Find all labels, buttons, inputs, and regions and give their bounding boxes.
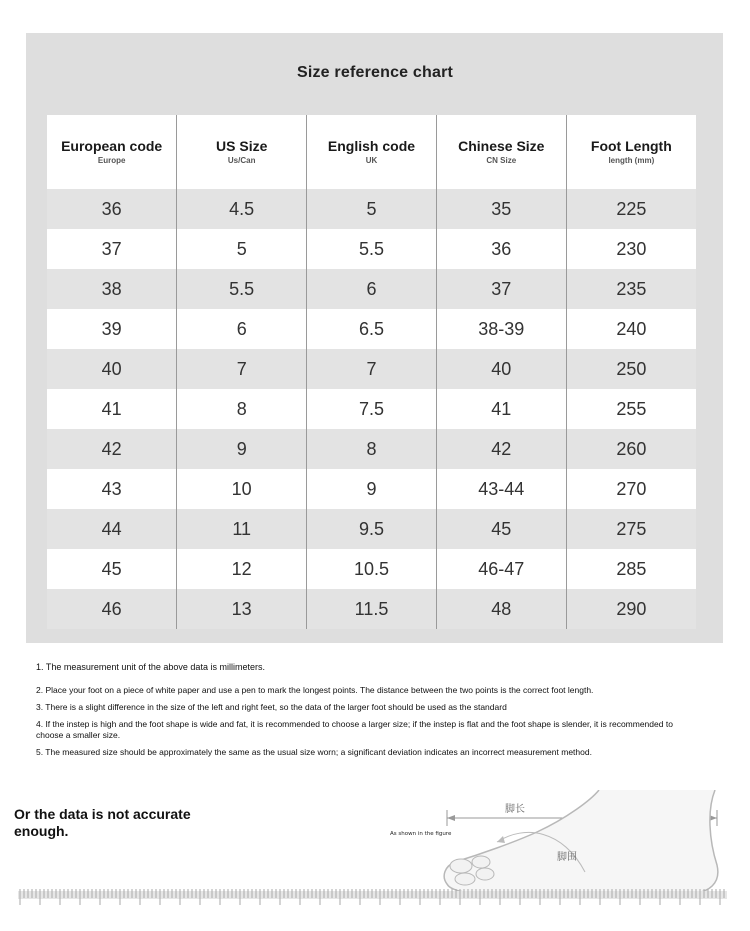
column-sublabel: length (mm) bbox=[608, 156, 655, 165]
table-cell: 275 bbox=[566, 509, 696, 549]
table-row bbox=[47, 429, 696, 469]
table-cell: 46 bbox=[47, 589, 177, 629]
table-cell: 5 bbox=[307, 189, 437, 229]
table-row bbox=[47, 189, 696, 229]
table-cell: 12 bbox=[177, 549, 307, 589]
table-cell: 5.5 bbox=[307, 229, 437, 269]
column-header-english bbox=[307, 115, 437, 189]
arrow-icon bbox=[497, 836, 505, 843]
table-cell: 37 bbox=[47, 229, 177, 269]
table-cell: 9 bbox=[177, 429, 307, 469]
table-cell: 45 bbox=[436, 509, 566, 549]
column-label: English code bbox=[327, 138, 416, 154]
table-cell: 230 bbox=[566, 229, 696, 269]
table-cell: 41 bbox=[436, 389, 566, 429]
table-header-row bbox=[47, 115, 696, 189]
ruler-scale bbox=[18, 887, 727, 909]
table-cell: 10 bbox=[177, 469, 307, 509]
note-item: 2. Place your foot on a piece of white paper and use a pen to mark the longest points. The distance between the two points is the correct foot length. bbox=[36, 685, 594, 695]
table-cell: 225 bbox=[566, 189, 696, 229]
table-cell: 9.5 bbox=[307, 509, 437, 549]
toe-shape bbox=[455, 873, 475, 885]
table-cell: 255 bbox=[566, 389, 696, 429]
table-row bbox=[47, 509, 696, 549]
table-cell: 40 bbox=[436, 349, 566, 389]
table-cell: 36 bbox=[47, 189, 177, 229]
table-cell: 5 bbox=[177, 229, 307, 269]
note-item: 5. The measured size should be approximately the same as the usual size worn; a significant deviation indicates an incorrect measurement method. bbox=[36, 747, 592, 757]
table-cell: 8 bbox=[307, 429, 437, 469]
column-sublabel: UK bbox=[365, 156, 378, 165]
table-row bbox=[47, 269, 696, 309]
table-cell: 7 bbox=[307, 349, 437, 389]
column-sublabel: Us/Can bbox=[227, 156, 256, 165]
table-cell: 4.5 bbox=[177, 189, 307, 229]
size-table bbox=[47, 115, 696, 629]
note-item: 1. The measurement unit of the above data is millimeters. bbox=[36, 662, 265, 672]
foot-measurement-figure bbox=[385, 790, 725, 902]
table-cell: 42 bbox=[436, 429, 566, 469]
column-header-chinese bbox=[436, 115, 566, 189]
table-cell: 11.5 bbox=[307, 589, 437, 629]
accuracy-warning: Or the data is not accurate enough. bbox=[14, 806, 191, 839]
column-label: European code bbox=[61, 138, 163, 154]
table-cell: 44 bbox=[47, 509, 177, 549]
table-cell: 48 bbox=[436, 589, 566, 629]
toe-shape bbox=[476, 868, 494, 880]
table-cell: 8 bbox=[177, 389, 307, 429]
table-cell: 290 bbox=[566, 589, 696, 629]
table-cell: 250 bbox=[566, 349, 696, 389]
table-cell: 39 bbox=[47, 309, 177, 349]
column-sublabel: Europe bbox=[97, 156, 126, 165]
figure-caption: As shown in the figure bbox=[390, 831, 452, 837]
table-cell: 10.5 bbox=[307, 549, 437, 589]
table-cell: 6 bbox=[177, 309, 307, 349]
table-cell: 38 bbox=[47, 269, 177, 309]
table-cell: 37 bbox=[436, 269, 566, 309]
table-cell: 35 bbox=[436, 189, 566, 229]
table-cell: 285 bbox=[566, 549, 696, 589]
table-cell: 46-47 bbox=[436, 549, 566, 589]
table-cell: 6 bbox=[307, 269, 437, 309]
table-cell: 5.5 bbox=[177, 269, 307, 309]
table-row bbox=[47, 309, 696, 349]
column-label: Foot Length bbox=[590, 138, 672, 154]
column-label: US Size bbox=[216, 138, 268, 154]
toe-shape bbox=[450, 859, 472, 873]
table-row bbox=[47, 549, 696, 589]
table-cell: 42 bbox=[47, 429, 177, 469]
table-cell: 40 bbox=[47, 349, 177, 389]
table-cell: 43-44 bbox=[436, 469, 566, 509]
table-cell: 41 bbox=[47, 389, 177, 429]
table-cell: 45 bbox=[47, 549, 177, 589]
table-row bbox=[47, 349, 696, 389]
table-cell: 6.5 bbox=[307, 309, 437, 349]
foot-length-label: 脚长 bbox=[505, 804, 525, 815]
chart-title: Size reference chart bbox=[296, 64, 454, 81]
column-sublabel: CN Size bbox=[486, 156, 517, 165]
note-item: 4. If the instep is high and the foot shape is wide and fat, it is recommended to choose a larger size; if the instep is flat and the foot shape is slender, it is recommended to choose a smaller size. bbox=[36, 719, 673, 740]
table-cell: 7.5 bbox=[307, 389, 437, 429]
table-cell: 13 bbox=[177, 589, 307, 629]
table-cell: 38-39 bbox=[436, 309, 566, 349]
column-header-european bbox=[47, 115, 177, 189]
table-row bbox=[47, 589, 696, 629]
foot-girth-label: 脚围 bbox=[557, 852, 577, 863]
table-cell: 270 bbox=[566, 469, 696, 509]
arrow-left-icon bbox=[447, 815, 455, 821]
table-cell: 36 bbox=[436, 229, 566, 269]
table-cell: 235 bbox=[566, 269, 696, 309]
table-cell: 240 bbox=[566, 309, 696, 349]
note-item: 3. There is a slight difference in the size of the left and right feet, so the data of the larger foot should be used as the standard bbox=[36, 702, 507, 712]
toe-shape bbox=[472, 856, 490, 868]
table-cell: 7 bbox=[177, 349, 307, 389]
column-label: Chinese Size bbox=[458, 138, 545, 154]
column-header-us bbox=[177, 115, 307, 189]
table-row bbox=[47, 469, 696, 509]
table-cell: 9 bbox=[307, 469, 437, 509]
table-row bbox=[47, 389, 696, 429]
table-cell: 260 bbox=[566, 429, 696, 469]
measurement-notes bbox=[36, 662, 696, 764]
column-header-foot-length bbox=[566, 115, 696, 189]
table-cell: 43 bbox=[47, 469, 177, 509]
table-row bbox=[47, 229, 696, 269]
table-cell: 11 bbox=[177, 509, 307, 549]
